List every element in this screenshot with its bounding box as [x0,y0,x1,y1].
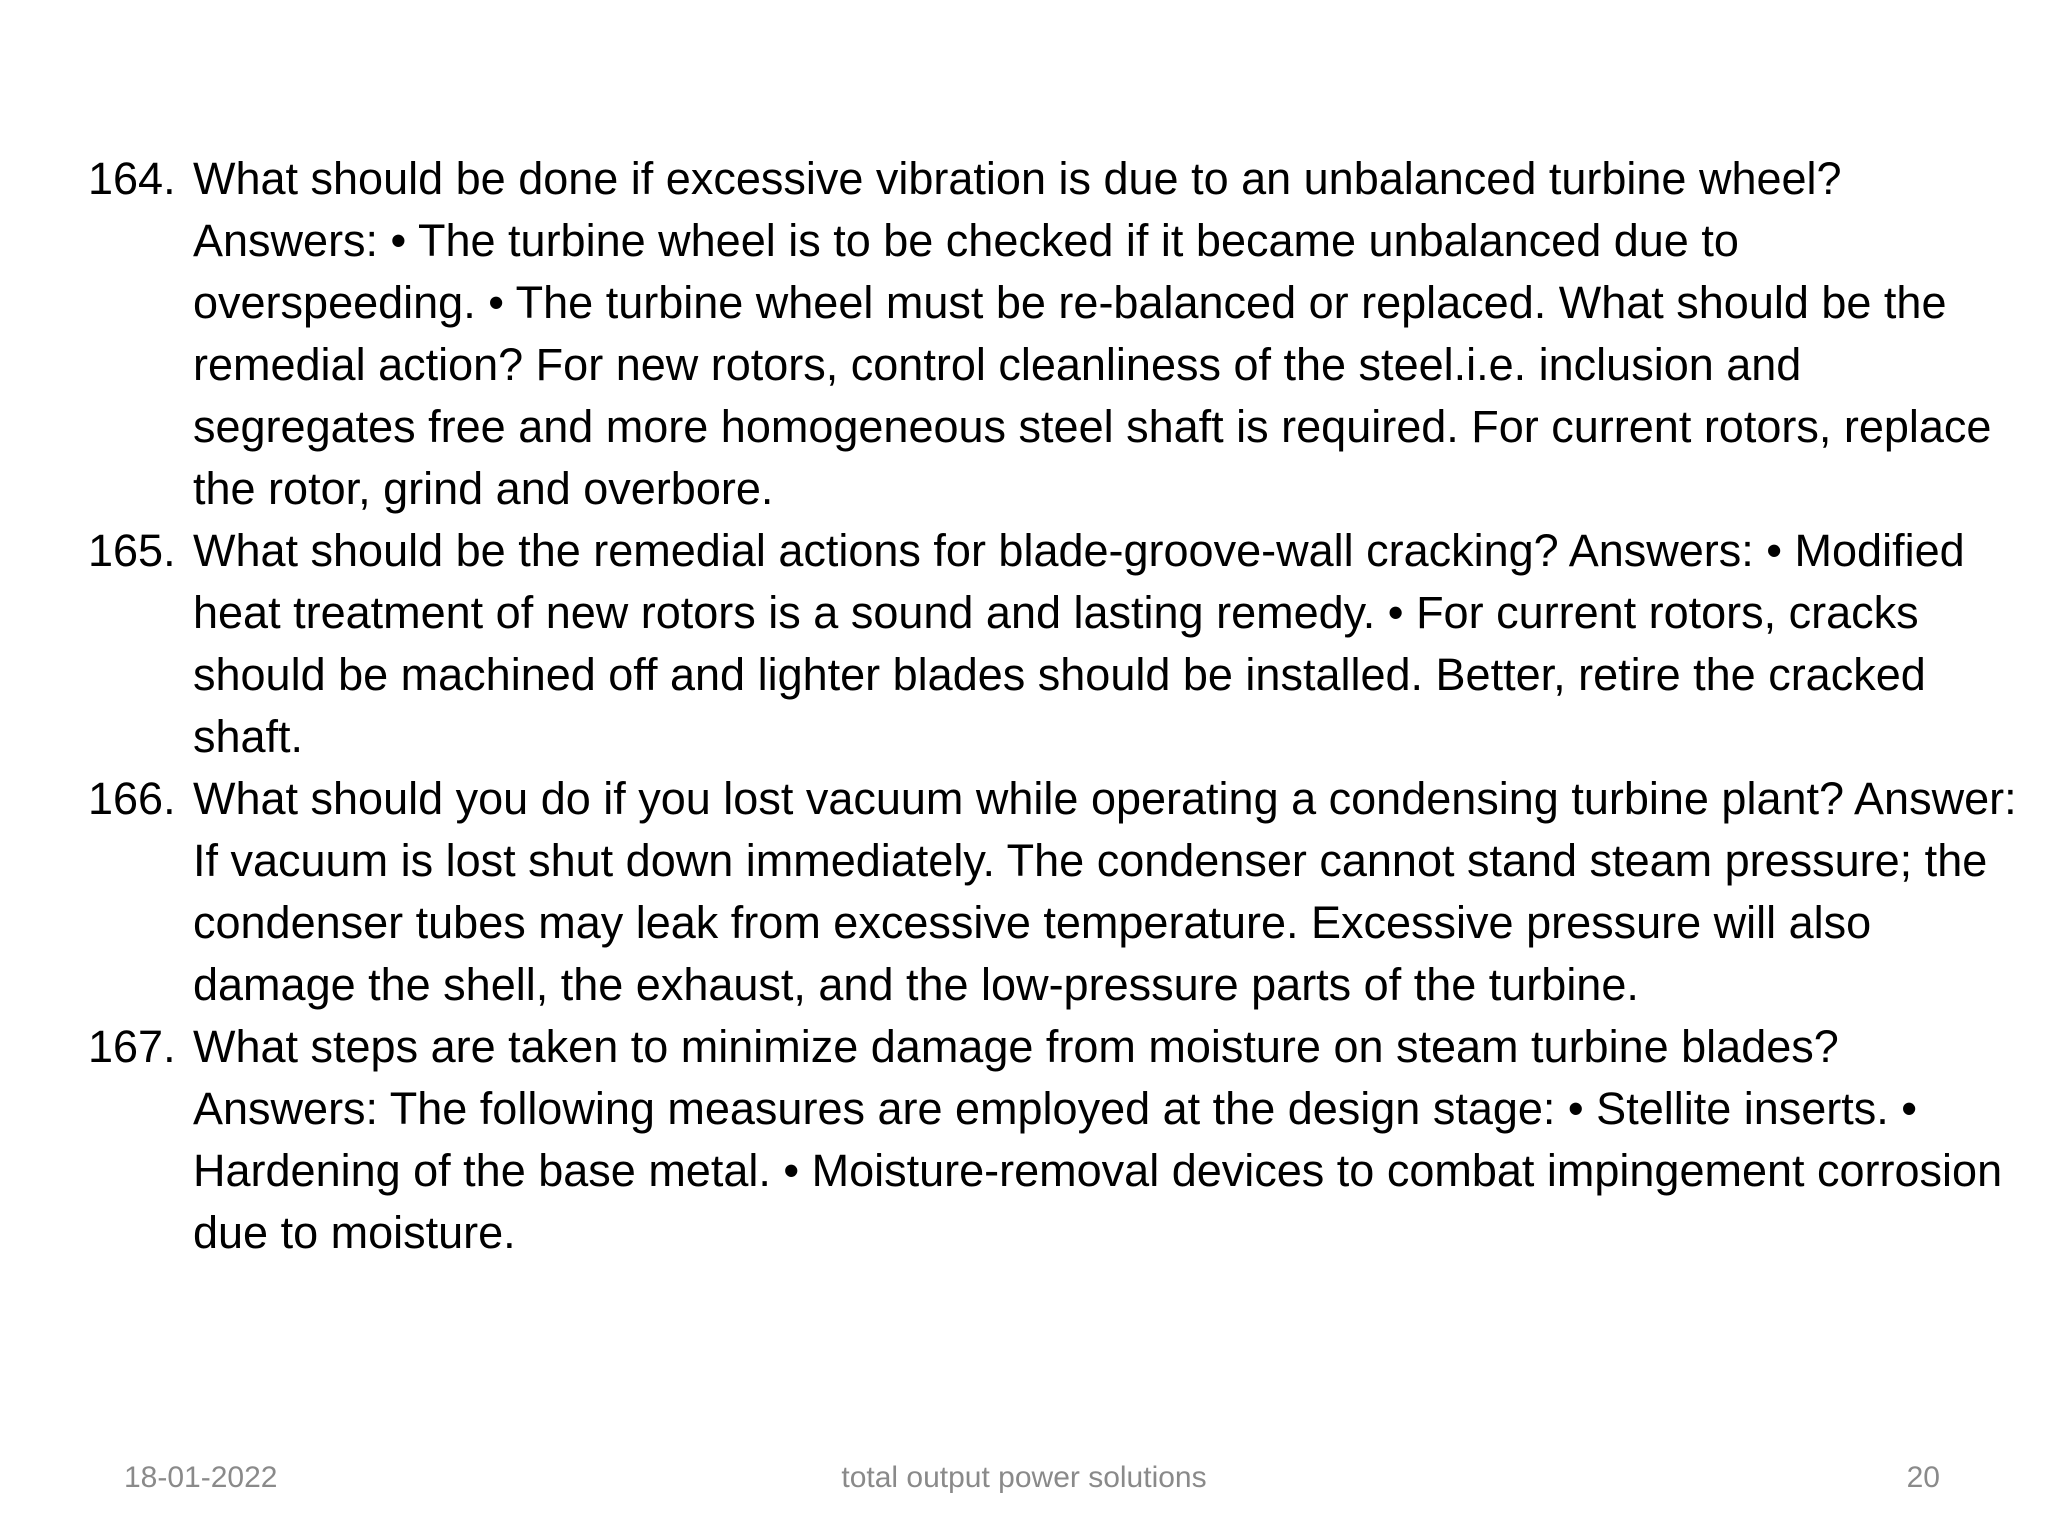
qa-item-165 [88,520,2018,768]
qa-list [88,148,2018,1264]
page-number: 20 [1906,1461,1940,1494]
item-text: What should you do if you lost vacuum while operating a condensing turbine plant? Answer: If vacuum is lost shut down immediately. The condenser cannot stand steam pressure; the condenser tubes may leak from excessive temperature. Excessive pressure will also damage the shell, the exhaust, and the low-pressure parts of the turbine. [193,773,2017,1010]
item-number: 167. [88,1021,176,1072]
qa-item-164 [88,148,2018,520]
qa-item-167 [88,1016,2018,1264]
item-text: What should be the remedial actions for blade-groove-wall cracking? Answers: • Modified heat treatment of new rotors is a sound and lasting remedy. • For current rotors, cracks should be machined off and lighter blades should be installed. Better, retire the cracked shaft. [193,525,1965,762]
footer-title: total output power solutions [841,1461,1207,1494]
item-number: 164. [88,153,176,204]
item-number: 165. [88,525,176,576]
footer-date: 18-01-2022 [124,1461,278,1494]
item-text: What should be done if excessive vibration is due to an unbalanced turbine wheel? Answers: • The turbine wheel is to be checked if it became unbalanced due to overspeeding. • The turbine wheel must be re-balanced or replaced. What should be the remedial action? For new rotors, control cleanliness of the steel.i.e. inclusion and segregates free and more homogeneous steel shaft is required. For current rotors, replace the rotor, grind and overbore. [193,153,1992,514]
item-number: 166. [88,773,176,824]
qa-item-166 [88,768,2018,1016]
item-text: What steps are taken to minimize damage from moisture on steam turbine blades? Answers: The following measures are employed at the design stage: • Stellite inserts. • Hardening of the base metal. • Moisture-removal devices to combat impingement corrosion due to moisture. [193,1021,2003,1258]
